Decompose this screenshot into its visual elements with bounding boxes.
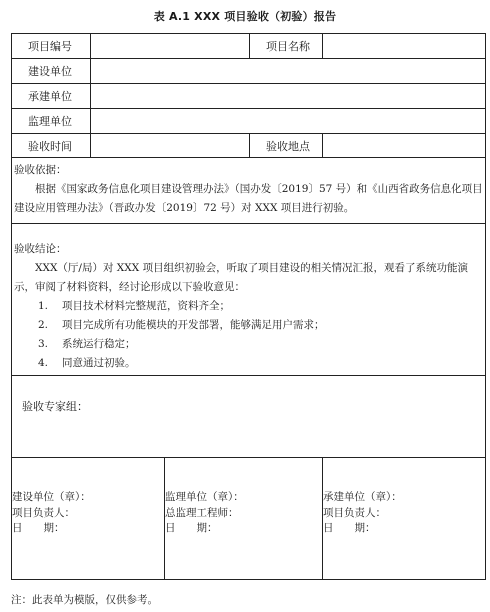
- construction-seal-label: 建设单位（章）：: [12, 491, 91, 503]
- expert-group-cell[interactable]: [12, 376, 486, 458]
- construction-unit-label: 建设单位: [12, 59, 91, 84]
- conclusion-text: XXX（厅/局）对 XXX 项目组织初验会，听取了项目建设的相关情况汇报，观看了系统功能演示，审阅了材料资料，经讨论形成以下验收意见：: [14, 262, 469, 293]
- supervision-unit-label: 监理单位: [12, 109, 91, 134]
- project-name-value[interactable]: [323, 34, 486, 59]
- list-item-number: 3.: [38, 338, 49, 350]
- project-no-label: 项目编号: [12, 34, 91, 59]
- acceptance-time-label: 验收时间: [12, 134, 91, 158]
- supervision-person-label: 总监理工程师：: [165, 506, 239, 519]
- undertaking-seal-label: 承建单位（章）：: [323, 491, 402, 503]
- footnote: 注：此表单为模版，仅供参考。: [11, 594, 158, 606]
- acceptance-report-table: [11, 33, 486, 580]
- table-title: 表 A.1 XXX 项目验收（初验）报告: [153, 10, 337, 23]
- project-no-value[interactable]: [91, 34, 250, 59]
- undertaking-signature-cell[interactable]: [323, 458, 486, 580]
- acceptance-place-label: 验收地点: [250, 134, 323, 158]
- acceptance-place-value[interactable]: [323, 134, 486, 158]
- list-item: [14, 354, 483, 373]
- acceptance-time-value[interactable]: [91, 134, 250, 158]
- list-item-text: 同意通过初验。: [62, 357, 136, 369]
- list-item-number: 1.: [38, 300, 49, 312]
- supervision-date-label: 日 期：: [165, 522, 218, 534]
- supervision-seal-label: 监理单位（章）：: [165, 491, 244, 503]
- conclusion-heading: 验收结论：: [14, 243, 67, 255]
- construction-unit-value[interactable]: [91, 59, 486, 84]
- list-item: [14, 316, 483, 335]
- list-item: [14, 297, 483, 316]
- acceptance-conclusion-cell: [12, 224, 486, 376]
- list-item-text: 系统运行稳定；: [62, 338, 136, 350]
- list-item-number: 4.: [38, 357, 49, 369]
- expert-group-label: 验收专家组：: [22, 400, 88, 413]
- list-item-text: 项目完成所有功能模块的开发部署，能够满足用户需求；: [62, 319, 325, 331]
- construction-signature-cell[interactable]: [12, 458, 165, 580]
- undertaking-date-label: 日 期：: [323, 522, 376, 534]
- construction-date-label: 日 期：: [12, 522, 65, 534]
- acceptance-basis-cell: [12, 158, 486, 224]
- supervision-signature-cell[interactable]: [165, 458, 323, 580]
- project-name-label: 项目名称: [250, 34, 323, 59]
- list-item-number: 2.: [38, 319, 49, 331]
- basis-heading: 验收依据：: [14, 164, 67, 176]
- supervision-unit-value[interactable]: [91, 109, 486, 134]
- undertaking-unit-label: 承建单位: [12, 84, 91, 109]
- construction-person-label: 项目负责人：: [12, 506, 75, 519]
- list-item: [14, 335, 483, 354]
- undertaking-person-label: 项目负责人：: [323, 506, 386, 519]
- list-item-text: 项目技术材料完整规范，资料齐全；: [62, 300, 230, 312]
- basis-text: 根据《国家政务信息化项目建设管理办法》（国办发〔2019〕57 号）和《山西省政务信息化项目建设应用管理办法》（晋政办发〔2019〕72 号）对 XXX 项目进行初验。: [14, 183, 483, 214]
- undertaking-unit-value[interactable]: [91, 84, 486, 109]
